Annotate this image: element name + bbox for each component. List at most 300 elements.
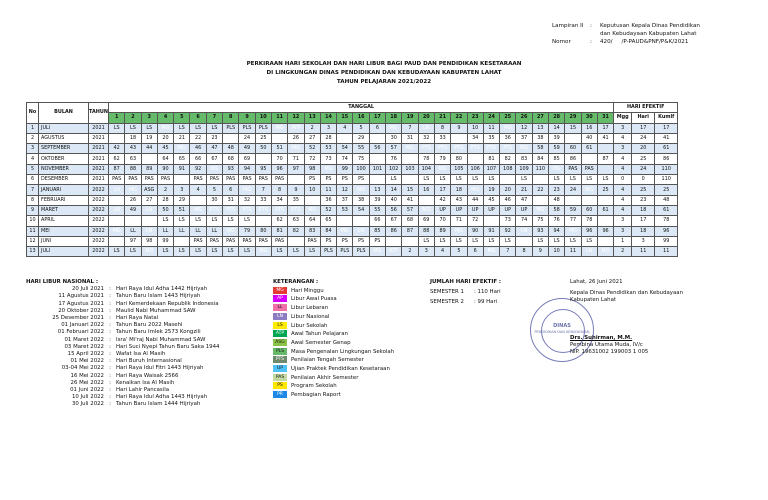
day-cell: LN xyxy=(500,175,516,185)
row-month: APRIL xyxy=(39,216,89,226)
day-cell: 62 xyxy=(271,216,287,226)
day-cell: LL xyxy=(174,226,190,236)
row-mgg: 4 xyxy=(614,185,632,195)
day-cell: 10 xyxy=(549,247,565,257)
day-cell: 97 xyxy=(288,164,304,174)
col-tahun: TAHUN xyxy=(89,103,109,124)
day-cell: 91 xyxy=(174,164,190,174)
day-cell: 11 xyxy=(483,123,499,133)
day-header: 2 xyxy=(125,113,141,123)
day-cell: 47 xyxy=(516,195,532,205)
day-cell: PS xyxy=(320,236,336,246)
day-cell: 87 xyxy=(597,154,613,164)
day-cell: 86 xyxy=(386,226,402,236)
holiday-section xyxy=(26,279,219,409)
day-cell: PTS xyxy=(206,205,222,215)
day-cell: 11 xyxy=(565,247,581,257)
holiday-desc: Tahun Baru Imlek 2573 Kongzili xyxy=(116,329,201,336)
day-cell: PTS xyxy=(500,144,516,154)
sign-rank: Pembina Utama Muda, IV/c xyxy=(570,341,643,348)
day-cell: 4 xyxy=(190,185,206,195)
day-cell: 32 xyxy=(418,133,434,143)
day-cell: MG xyxy=(157,123,173,133)
sign-nip: NIP. 19631002 199003 1 005 xyxy=(570,349,649,356)
holiday-sep: : xyxy=(109,379,111,386)
day-header: 8 xyxy=(223,113,239,123)
legend-desc: Awal Semester Genap xyxy=(291,339,351,346)
table-row xyxy=(27,226,678,236)
sign-line-1: Kepala Dinas Pendidikan dan Kebudayaan xyxy=(570,290,684,297)
day-cell: PS xyxy=(337,236,353,246)
day-cell: 40 xyxy=(581,133,597,143)
day-cell: 92 xyxy=(190,164,206,174)
holiday-date: 03-04 Mei 2022 xyxy=(61,365,104,372)
day-cell: 30 xyxy=(206,195,222,205)
holiday-item xyxy=(26,322,219,329)
day-cell: 78 xyxy=(581,216,597,226)
day-cell: LS xyxy=(467,236,483,246)
day-cell: 81 xyxy=(483,154,499,164)
day-cell: 80 xyxy=(255,226,271,236)
row-year: 2022 xyxy=(89,236,109,246)
row-mgg: 3 xyxy=(614,226,632,236)
day-cell: LS xyxy=(434,175,450,185)
day-header: 20 xyxy=(418,113,434,123)
day-cell: 37 xyxy=(516,133,532,143)
day-cell: 14 xyxy=(549,123,565,133)
day-cell: LS xyxy=(483,236,499,246)
day-cell: PAS xyxy=(190,175,206,185)
day-cell: LS xyxy=(581,236,597,246)
day-cell: LN xyxy=(109,195,125,205)
holiday-sep: : xyxy=(109,307,111,314)
day-header: 23 xyxy=(467,113,483,123)
row-no: 2 xyxy=(27,133,39,143)
ref-block xyxy=(552,22,700,46)
day-cell: MG xyxy=(483,247,499,257)
day-cell: 17 xyxy=(597,123,613,133)
day-cell: 81 xyxy=(271,226,287,236)
day-cell: 52 xyxy=(304,144,320,154)
row-kumlf: 41 xyxy=(655,133,678,143)
day-cell: 107 xyxy=(483,164,499,174)
day-cell: 44 xyxy=(467,195,483,205)
day-cell: MG xyxy=(304,195,320,205)
day-cell: LS xyxy=(190,216,206,226)
day-cell: 67 xyxy=(206,154,222,164)
day-cell: 79 xyxy=(239,226,255,236)
holiday-item xyxy=(26,394,219,401)
holiday-sep: : xyxy=(109,315,111,322)
effective-heading: JUMLAH HARI EFEKTIF : xyxy=(430,279,502,285)
day-cell: PAS xyxy=(190,236,206,246)
holiday-date: 16 Mei 2022 xyxy=(70,372,104,379)
day-cell: MG xyxy=(402,144,418,154)
table-row xyxy=(27,236,678,246)
row-hari: 18 xyxy=(632,226,655,236)
day-cell: 4 xyxy=(337,123,353,133)
day-cell: 33 xyxy=(434,133,450,143)
day-cell: LS xyxy=(190,123,206,133)
holiday-sep: : xyxy=(109,372,111,379)
row-kumlf: 25 xyxy=(655,185,678,195)
row-no: 7 xyxy=(27,185,39,195)
day-cell: LS xyxy=(125,247,141,257)
legend-item xyxy=(273,356,394,364)
day-cell: 3 xyxy=(320,123,336,133)
day-cell: UP xyxy=(516,205,532,215)
legend-swatch: PR xyxy=(273,391,287,398)
day-cell: 67 xyxy=(386,216,402,226)
day-cell: 59 xyxy=(565,205,581,215)
day-cell: 39 xyxy=(549,133,565,143)
row-year: 2021 xyxy=(89,164,109,174)
day-cell: 93 xyxy=(223,164,239,174)
day-cell: MG xyxy=(467,154,483,164)
day-cell: 56 xyxy=(386,205,402,215)
day-cell: 63 xyxy=(288,216,304,226)
day-cell: 46 xyxy=(190,144,206,154)
day-cell: MG xyxy=(255,154,271,164)
legend-desc: Program Sekolah xyxy=(291,383,337,390)
doc-title-2: DI LINGKUNGAN DINAS PENDIDIKAN DAN KEBUDAYAAN KABUPATEN LAHAT xyxy=(266,70,502,76)
day-cell: 87 xyxy=(109,164,125,174)
day-cell: 86 xyxy=(565,154,581,164)
day-cell: 74 xyxy=(337,154,353,164)
calendar-table xyxy=(26,102,678,257)
row-kumlf: 110 xyxy=(655,164,678,174)
day-cell: LS xyxy=(565,175,581,185)
day-cell: 16 xyxy=(418,185,434,195)
day-cell: PTS xyxy=(451,144,467,154)
day-cell: MG xyxy=(549,164,565,174)
day-cell: 15 xyxy=(565,123,581,133)
day-cell: 85 xyxy=(549,154,565,164)
day-cell: MG xyxy=(141,154,157,164)
day-cell: 110 xyxy=(532,164,548,174)
day-cell-blank xyxy=(597,236,613,246)
day-cell: MG xyxy=(581,185,597,195)
row-hari: 0 xyxy=(632,175,655,185)
day-cell: 55 xyxy=(353,144,369,154)
row-mgg: 0 xyxy=(614,175,632,185)
day-cell: 100 xyxy=(353,164,369,174)
holiday-date: 15 April 2022 xyxy=(67,351,104,358)
row-no: 6 xyxy=(27,175,39,185)
day-header: 7 xyxy=(206,113,222,123)
row-month: SEPTEMBER xyxy=(39,144,89,154)
row-mgg: 3 xyxy=(614,144,632,154)
day-cell: 6 xyxy=(369,123,385,133)
table-row xyxy=(27,123,678,133)
row-month: OKTOBER xyxy=(39,154,89,164)
day-cell: 83 xyxy=(304,226,320,236)
day-cell: 48 xyxy=(549,195,565,205)
day-cell: 109 xyxy=(516,164,532,174)
day-cell: 12 xyxy=(516,123,532,133)
day-cell: 66 xyxy=(190,154,206,164)
day-cell: AP xyxy=(125,216,141,226)
day-header: 22 xyxy=(451,113,467,123)
holiday-item xyxy=(26,286,219,293)
day-header: 10 xyxy=(255,113,271,123)
legend-item xyxy=(273,313,394,321)
day-cell: PAS xyxy=(223,236,239,246)
day-cell: PAS xyxy=(206,175,222,185)
holiday-item xyxy=(26,380,219,387)
day-cell: MG xyxy=(337,133,353,143)
day-cell: LS xyxy=(190,247,206,257)
day-cell: PTS xyxy=(223,205,239,215)
table-row xyxy=(27,133,678,143)
day-header: 30 xyxy=(581,113,597,123)
day-cell: 80 xyxy=(451,154,467,164)
day-cell: PAS xyxy=(255,236,271,246)
day-cell: MG xyxy=(255,247,271,257)
day-cell: LS xyxy=(581,175,597,185)
day-header: 12 xyxy=(288,113,304,123)
day-cell: LN xyxy=(402,154,418,164)
day-cell: LN xyxy=(516,226,532,236)
day-cell: 9 xyxy=(532,247,548,257)
holiday-date: 01 Mei 2022 xyxy=(70,358,104,365)
day-cell: PAS xyxy=(581,164,597,174)
lampiran-label: Lampiran II xyxy=(552,23,584,29)
legend-item xyxy=(273,391,394,399)
day-cell: LS xyxy=(223,247,239,257)
row-hari: 3 xyxy=(632,236,655,246)
day-cell: 6 xyxy=(467,247,483,257)
day-cell: MG xyxy=(532,195,548,205)
day-cell: 8 xyxy=(434,123,450,133)
day-cell: LS xyxy=(288,247,304,257)
day-cell: LL xyxy=(190,226,206,236)
holiday-desc: Hari Raya Natal xyxy=(116,315,159,322)
day-cell: 45 xyxy=(157,144,173,154)
day-cell: LS xyxy=(174,216,190,226)
holiday-item xyxy=(26,329,219,336)
holiday-desc: Isra' Mi'raj Nabi Muhammad SAW xyxy=(116,336,206,343)
day-cell: 85 xyxy=(369,226,385,236)
holiday-date: 01 Juni 2022 xyxy=(70,387,104,394)
day-cell: PLS xyxy=(337,247,353,257)
table-row xyxy=(27,144,678,154)
day-cell: 50 xyxy=(255,144,271,154)
day-cell: 9 xyxy=(451,123,467,133)
day-cell: 77 xyxy=(565,216,581,226)
day-cell: LN xyxy=(271,133,287,143)
holiday-item xyxy=(26,344,219,351)
day-cell: MG xyxy=(369,154,385,164)
day-cell: 22 xyxy=(190,133,206,143)
day-cell: 84 xyxy=(532,154,548,164)
day-header: 31 xyxy=(597,113,613,123)
day-cell: MG xyxy=(516,144,532,154)
day-cell: LS xyxy=(206,123,222,133)
row-year: 2021 xyxy=(89,154,109,164)
day-header: 29 xyxy=(565,113,581,123)
day-cell: 23 xyxy=(549,185,565,195)
day-cell: 73 xyxy=(500,216,516,226)
day-cell: MG xyxy=(581,154,597,164)
day-cell: 78 xyxy=(418,154,434,164)
sem2-sep: : xyxy=(474,299,478,306)
day-cell: 69 xyxy=(418,216,434,226)
day-cell: MG xyxy=(500,123,516,133)
legend-item xyxy=(273,295,394,303)
day-header: 24 xyxy=(483,113,499,123)
lampiran-value-2: dan Kebudayaan Kabupaten Lahat xyxy=(600,31,697,37)
legend-desc: Penilaian Tengah Semester xyxy=(291,357,364,364)
day-cell: 31 xyxy=(402,133,418,143)
row-kumlf: 86 xyxy=(655,154,678,164)
holiday-desc: Hari Raya Idul Fitri 1443 Hijriyah xyxy=(116,365,204,372)
day-cell: 89 xyxy=(141,164,157,174)
row-kumlf: 99 xyxy=(655,236,678,246)
day-cell: 38 xyxy=(353,195,369,205)
day-cell: LS xyxy=(157,247,173,257)
day-cell: 51 xyxy=(271,144,287,154)
day-cell: MG xyxy=(467,185,483,195)
day-cell: PLS xyxy=(239,123,255,133)
day-cell: 29 xyxy=(174,195,190,205)
day-cell: 60 xyxy=(565,144,581,154)
holiday-date: 11 Agustus 2021 xyxy=(58,293,104,300)
day-cell: 28 xyxy=(157,195,173,205)
day-cell: 66 xyxy=(369,216,385,226)
day-cell: LS xyxy=(549,236,565,246)
day-cell: 68 xyxy=(402,216,418,226)
holiday-desc: Hari Buruh Internasional xyxy=(116,358,182,365)
day-cell: 58 xyxy=(532,144,548,154)
day-cell: 55 xyxy=(369,205,385,215)
day-cell: 76 xyxy=(386,154,402,164)
day-cell: MG xyxy=(125,185,141,195)
day-cell: LS xyxy=(500,236,516,246)
legend-swatch: PLS xyxy=(273,348,287,355)
day-cell: 96 xyxy=(271,164,287,174)
table-row xyxy=(27,205,678,215)
day-cell: LN xyxy=(337,216,353,226)
day-cell: PLS xyxy=(223,123,239,133)
day-cell: PAS xyxy=(157,175,173,185)
day-cell: 91 xyxy=(483,226,499,236)
holiday-sep: : xyxy=(109,351,111,358)
day-cell: LS xyxy=(109,247,125,257)
day-cell: PAS xyxy=(565,164,581,174)
day-cell: PAS xyxy=(255,175,271,185)
day-cell: 75 xyxy=(353,154,369,164)
day-cell: 95 xyxy=(255,164,271,174)
day-cell: MG xyxy=(304,205,320,215)
day-cell: ATP xyxy=(288,123,304,133)
day-cell: UP xyxy=(500,205,516,215)
day-cell: 26 xyxy=(288,133,304,143)
day-cell: PS xyxy=(337,175,353,185)
holiday-item xyxy=(26,401,219,408)
day-cell: 82 xyxy=(288,226,304,236)
day-cell: 72 xyxy=(467,216,483,226)
legend-swatch: ATP xyxy=(273,330,287,337)
day-cell: MG xyxy=(288,144,304,154)
day-header: 9 xyxy=(239,113,255,123)
day-cell: 94 xyxy=(549,226,565,236)
day-cell: 63 xyxy=(125,154,141,164)
day-cell: MG xyxy=(174,144,190,154)
holiday-date: 10 Juli 2022 xyxy=(71,394,104,401)
day-cell: 45 xyxy=(483,195,499,205)
day-cell: 70 xyxy=(271,154,287,164)
day-cell: PAS xyxy=(304,236,320,246)
stamp-text: DINAS xyxy=(553,323,571,329)
day-cell: MG xyxy=(190,195,206,205)
day-cell: 42 xyxy=(434,195,450,205)
day-cell: 19 xyxy=(141,133,157,143)
day-cell: 76 xyxy=(549,216,565,226)
day-cell: 58 xyxy=(549,205,565,215)
day-cell: UP xyxy=(451,205,467,215)
row-month: DESEMBER xyxy=(39,175,89,185)
day-cell-blank xyxy=(597,216,613,226)
col-mgg: Mgg xyxy=(614,113,632,123)
holiday-date: 03 Maret 2022 xyxy=(64,343,104,350)
day-header: 16 xyxy=(353,113,369,123)
row-mgg: 3 xyxy=(614,123,632,133)
day-cell: UP xyxy=(434,205,450,215)
day-cell: 39 xyxy=(369,195,385,205)
day-cell: 37 xyxy=(337,195,353,205)
day-cell: 5 xyxy=(451,247,467,257)
day-cell: LS xyxy=(451,236,467,246)
day-cell: LN xyxy=(109,236,125,246)
day-cell: 79 xyxy=(434,154,450,164)
col-hari: Hari xyxy=(632,113,655,123)
day-cell: PAS xyxy=(141,175,157,185)
holiday-sep: : xyxy=(109,387,111,394)
day-cell: 103 xyxy=(402,164,418,174)
day-cell: 20 xyxy=(500,185,516,195)
day-cell-blank xyxy=(597,164,613,174)
day-cell: 53 xyxy=(337,205,353,215)
day-cell: 71 xyxy=(451,216,467,226)
row-kumlf: 48 xyxy=(655,195,678,205)
sem1-value: 110 Hari xyxy=(477,289,501,296)
day-cell: ASG xyxy=(141,185,157,195)
holiday-sep: : xyxy=(109,343,111,350)
day-cell: PTS xyxy=(467,144,483,154)
day-cell: 24 xyxy=(239,133,255,143)
day-cell: 27 xyxy=(304,133,320,143)
day-cell: 64 xyxy=(304,216,320,226)
day-cell: 92 xyxy=(500,226,516,236)
day-cell: LN xyxy=(369,133,385,143)
nomor-value: 420/ /P-PAUD&PNF/P&K/2021 xyxy=(600,39,689,45)
row-no: 8 xyxy=(27,195,39,205)
day-cell: 34 xyxy=(271,195,287,205)
day-cell: MG xyxy=(597,247,613,257)
holiday-sep: : xyxy=(109,365,111,372)
day-cell: PAS xyxy=(271,175,287,185)
day-cell: 104 xyxy=(418,164,434,174)
day-cell: LN xyxy=(581,247,597,257)
day-cell: LN xyxy=(141,205,157,215)
day-cell: PTS xyxy=(434,144,450,154)
legend-desc: Libur Awal Puasa xyxy=(291,296,337,303)
row-hari: 18 xyxy=(632,205,655,215)
day-cell: 42 xyxy=(109,144,125,154)
day-cell: 41 xyxy=(402,195,418,205)
row-month: JUNI xyxy=(39,236,89,246)
